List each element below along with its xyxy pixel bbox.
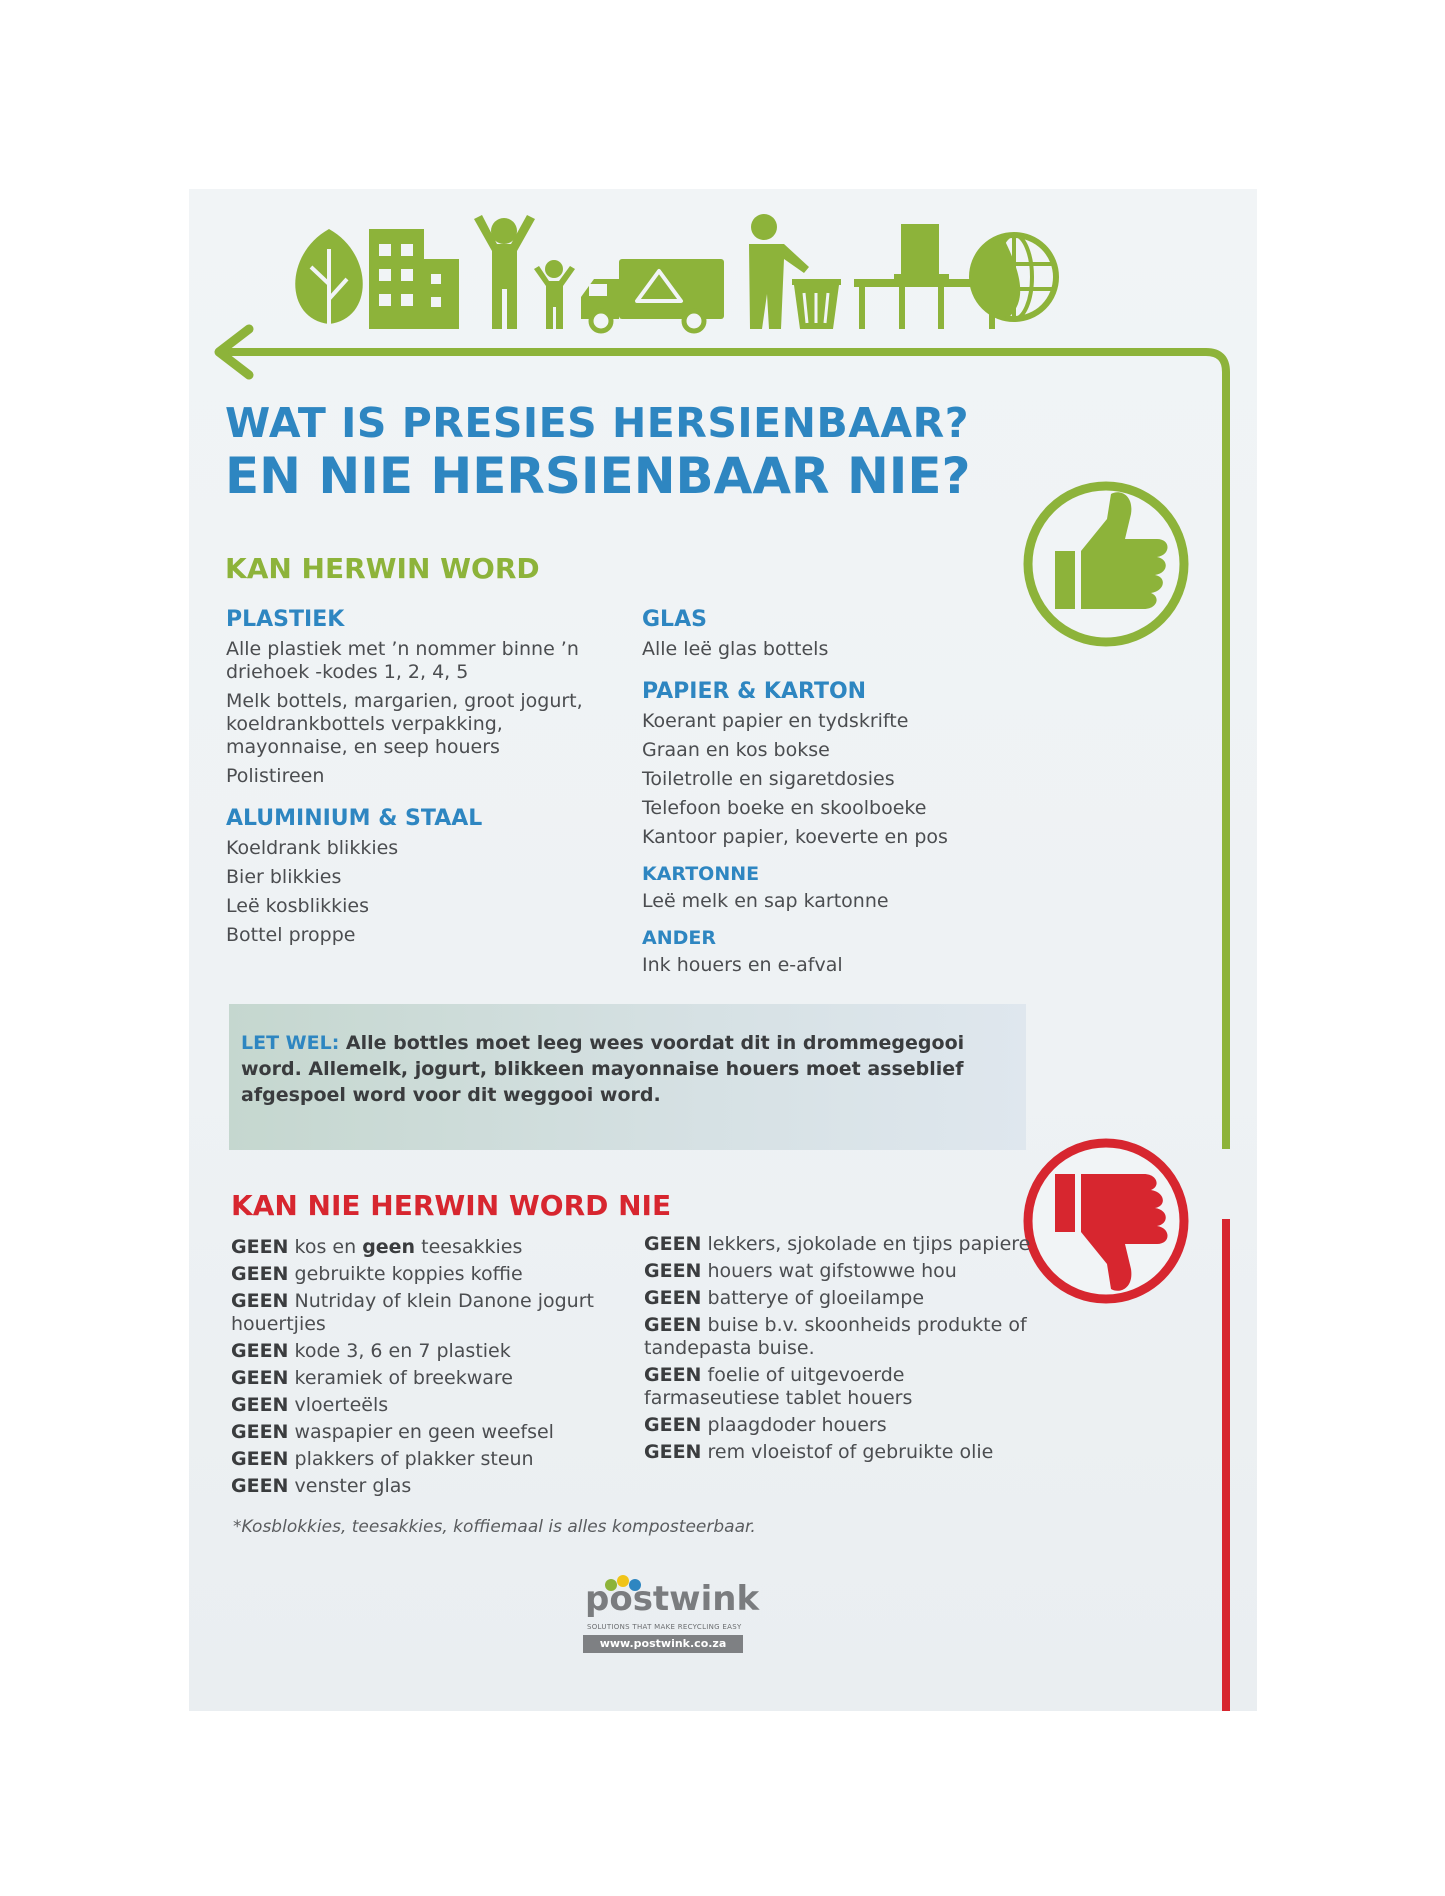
building-icon: [369, 229, 459, 329]
category-title: PLASTIEK: [226, 607, 345, 632]
list-item: Kantoor papier, koeverte en pos: [642, 826, 948, 848]
thumbs-down-icon: [1028, 1143, 1184, 1299]
list-item: GEEN kos en geen teesakkies: [231, 1236, 523, 1258]
recyclable-right-column: [642, 607, 1022, 983]
note-text: [241, 1030, 1021, 1108]
list-item: GEEN houers wat gifstowwe hou: [644, 1260, 957, 1282]
postwink-logo: [579, 1579, 760, 1659]
category-title: GLAS: [642, 607, 707, 632]
category-title: PAPIER & KARTON: [642, 679, 867, 704]
globe-leaf-icon: [971, 235, 1056, 319]
recyclable-left-column: [226, 607, 606, 953]
list-item: GEEN gebruikte koppies koffie: [231, 1263, 523, 1285]
list-item: Melk bottels, margarien, groot jogurt, koeldrankbottels verpakking, mayonnaise, en seep houers: [226, 690, 583, 758]
list-item: Alle leë glas bottels: [642, 638, 829, 660]
leaf-icon: [295, 229, 363, 324]
list-item: GEEN keramiek of breekware: [231, 1367, 513, 1389]
non-recyclable-left-column: [231, 1236, 626, 1502]
poster: [189, 189, 1257, 1711]
list-item: GEEN rem vloeistof of gebruikte olie: [644, 1441, 994, 1463]
category-title: ALUMINIUM & STAAL: [226, 806, 483, 831]
list-item: GEEN batterye of gloeilampe: [644, 1287, 925, 1309]
list-item: Leë melk en sap kartonne: [642, 890, 889, 912]
list-item: GEEN plaagdoder houers: [644, 1414, 887, 1436]
list-item: GEEN waspapier en geen weefsel: [231, 1421, 554, 1443]
logo-wordmark: postwink: [585, 1579, 760, 1619]
category-title: ANDER: [642, 927, 716, 949]
page-title-line2: EN NIE HERSIENBAAR NIE?: [225, 447, 971, 505]
list-item: Koerant papier en tydskrifte: [642, 710, 909, 732]
list-item: GEEN foelie of uitgevoerde farmaseutiese tablet houers: [644, 1364, 913, 1409]
note-body: Alle bottles moet leeg wees voordat dit in drommegegooi word. Allemelk, jogurt, blikkeen mayonnaise houers moet asseblief afgespoel word voor dit weggooi word.: [241, 1032, 965, 1106]
non-recyclable-heading: KAN NIE HERWIN WORD NIE: [231, 1189, 672, 1222]
list-item: GEEN plakkers of plakker steun: [231, 1448, 534, 1470]
list-item: Polistireen: [226, 765, 325, 787]
recyclable-heading: KAN HERWIN WORD: [225, 552, 540, 585]
non-recyclable-right-column: [644, 1233, 1034, 1468]
logo-tagline: SOLUTIONS THAT MAKE RECYCLING EASY: [587, 1623, 742, 1631]
list-item: GEEN kode 3, 6 en 7 plastiek: [231, 1340, 511, 1362]
list-item: Telefoon boeke en skoolboeke: [642, 797, 927, 819]
list-item: Leë kosblikkies: [226, 895, 370, 917]
note-label: LET WEL:: [241, 1032, 340, 1054]
adult-child-icon: [474, 215, 575, 329]
list-item: Ink houers en e-afval: [642, 954, 843, 976]
list-item: Graan en kos bokse: [642, 739, 830, 761]
list-item: GEEN vloerteëls: [231, 1394, 389, 1416]
page-title-line1: WAT IS PRESIES HERSIENBAAR?: [225, 399, 970, 447]
note-box: [229, 1004, 1026, 1150]
footnote: *Kosblokkies, teesakkies, koffiemaal is alles komposteerbaar.: [233, 1517, 756, 1537]
list-item: GEEN venster glas: [231, 1475, 412, 1497]
person-bin-icon: [749, 214, 841, 329]
category-title: KARTONNE: [642, 863, 760, 885]
list-item: GEEN Nutriday of klein Danone jogurt houertjies: [231, 1290, 594, 1335]
logo-url: www.postwink.co.za: [583, 1635, 743, 1653]
list-item: Koeldrank blikkies: [226, 837, 399, 859]
list-item: GEEN lekkers, sjokolade en tjips papiere: [644, 1233, 1031, 1255]
list-item: Alle plastiek met ’n nommer binne ’n driehoek -kodes 1, 2, 4, 5: [226, 638, 579, 683]
list-item: Bier blikkies: [226, 866, 342, 888]
list-item: Bottel proppe: [226, 924, 356, 946]
list-item: GEEN buise b.v. skoonheids produkte of tandepasta buise.: [644, 1314, 1027, 1359]
thumbs-up-icon: [1028, 486, 1184, 642]
list-item: Toiletrolle en sigaretdosies: [642, 768, 895, 790]
recycling-truck-icon: [581, 259, 724, 331]
